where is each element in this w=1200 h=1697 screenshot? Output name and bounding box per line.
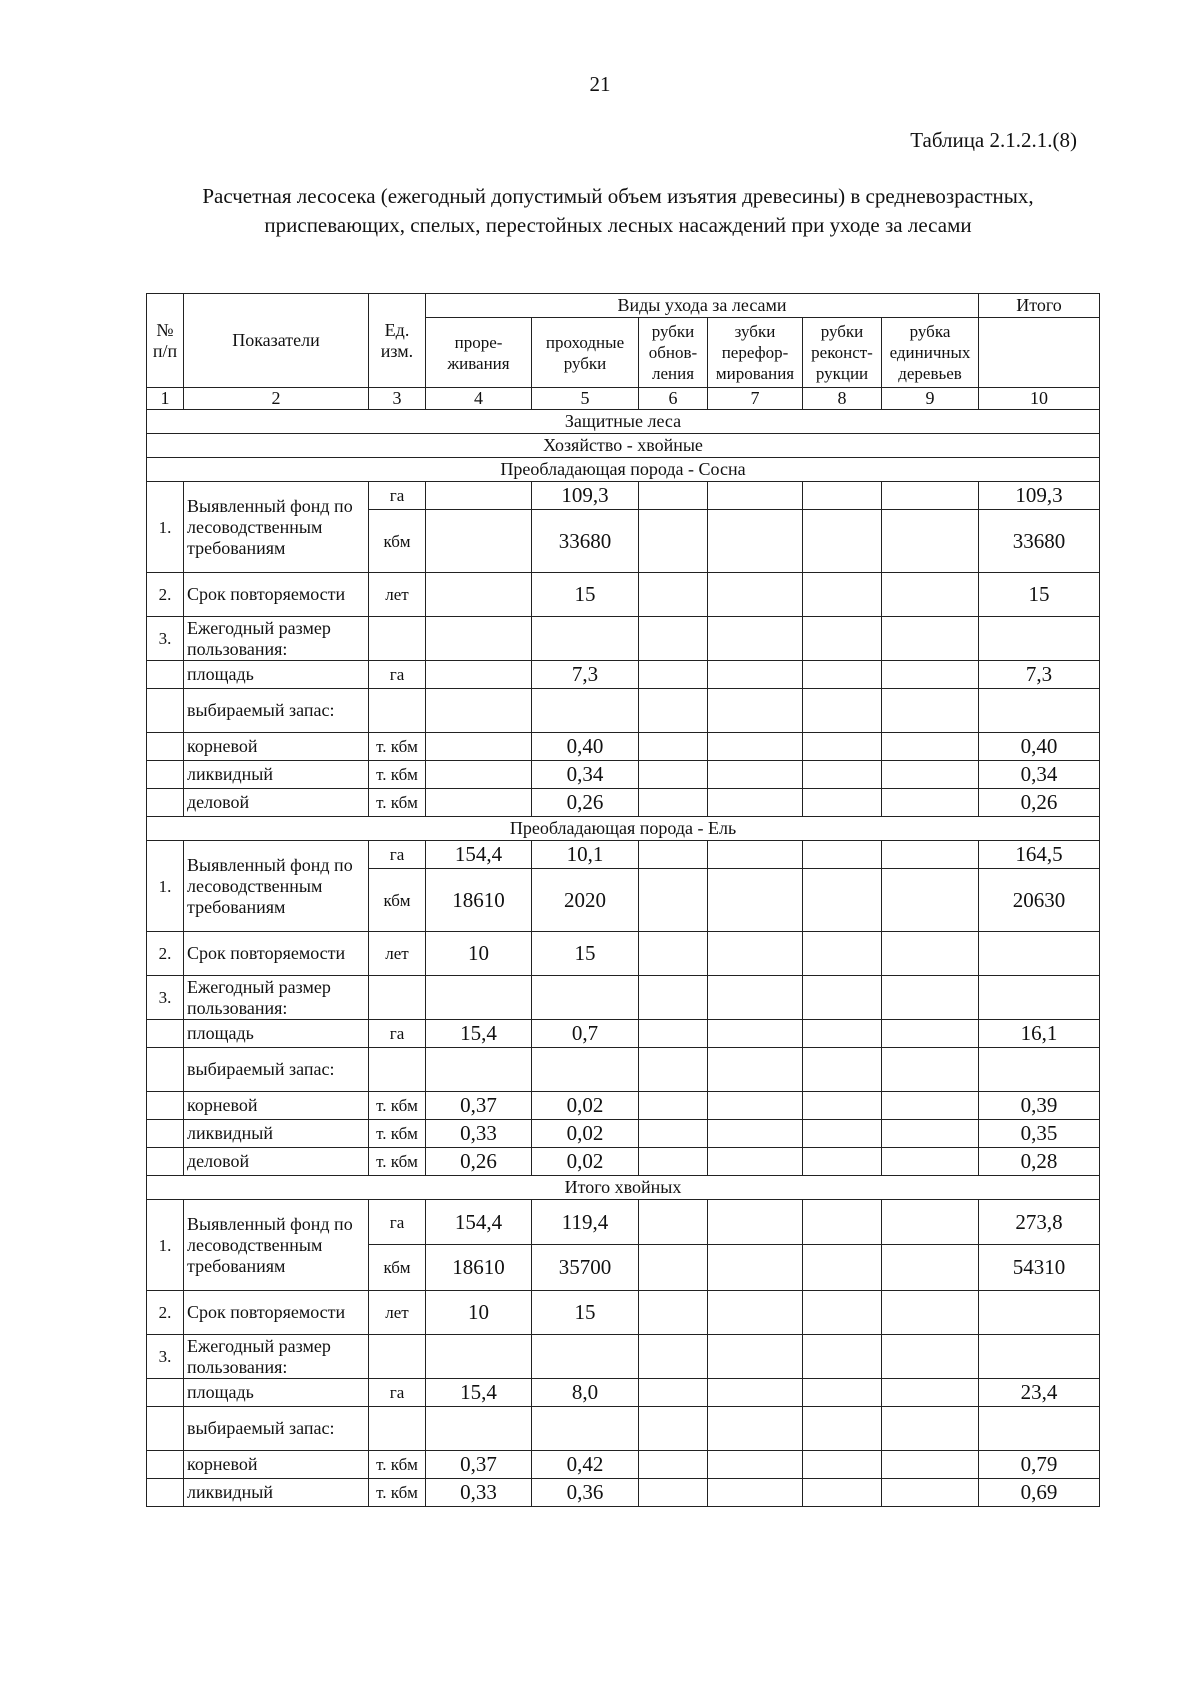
row-index: 3. xyxy=(147,976,184,1020)
table-row xyxy=(147,932,1100,976)
row-label-liquid: ликвидный xyxy=(184,1479,369,1507)
value-cell: 0,42 xyxy=(532,1451,639,1479)
header-total-blank xyxy=(979,318,1100,388)
table-title: Расчетная лесосека (ежегодный допустимый объем изъятия древесины) в средневозрастных, приспевающих, спелых, перестойных лесных насаждений при уходе за лесами xyxy=(202,184,1034,237)
row-index: 1. xyxy=(147,841,184,932)
row-label-fund: Выявленный фонд по лесоводственным требованиям xyxy=(184,841,369,932)
unit-cell: т. кбм xyxy=(369,1120,426,1148)
header-total: Итого xyxy=(979,294,1100,318)
header-col6 xyxy=(639,318,708,388)
value-cell: 10 xyxy=(426,1291,532,1335)
unit-cell: кбм xyxy=(369,510,426,573)
header-care-types: Виды ухода за лесами xyxy=(426,294,979,318)
total-cell: 109,3 xyxy=(979,482,1100,510)
column-number-row xyxy=(147,388,1100,410)
unit-cell: т. кбм xyxy=(369,1092,426,1120)
row-label-annual: Ежегодный размер пользования: xyxy=(184,976,369,1020)
unit-cell: кбм xyxy=(369,1245,426,1291)
total-cell: 20630 xyxy=(979,869,1100,932)
header-col6-line2: обнов- xyxy=(648,343,698,362)
total-cell: 33680 xyxy=(979,510,1100,573)
unit-cell: га xyxy=(369,1379,426,1407)
header-col5-line2: рубки xyxy=(563,353,607,373)
row-label-liquid: ликвидный xyxy=(184,761,369,789)
table-row xyxy=(147,689,1100,733)
value-cell: 119,4 xyxy=(532,1200,639,1245)
row-label-stock: выбираемый запас: xyxy=(184,1407,369,1451)
row-label-annual: Ежегодный размер пользования: xyxy=(184,617,369,661)
table-row xyxy=(147,1451,1100,1479)
total-cell: 0,26 xyxy=(979,789,1100,817)
row-index: 2. xyxy=(147,1291,184,1335)
table-row xyxy=(147,761,1100,789)
row-label-fund: Выявленный фонд по лесоводственным требованиям xyxy=(184,482,369,573)
table-row xyxy=(147,1120,1100,1148)
table-row xyxy=(147,573,1100,617)
row-label-stock: выбираемый запас: xyxy=(184,1048,369,1092)
unit-cell: кбм xyxy=(369,869,426,932)
table-row xyxy=(147,1020,1100,1048)
unit-cell: га xyxy=(369,841,426,869)
section-row xyxy=(147,410,1100,434)
section-row xyxy=(147,1176,1100,1200)
row-label-root: корневой xyxy=(184,733,369,761)
header-unit: Ед. изм. xyxy=(369,294,426,388)
table-row xyxy=(147,661,1100,689)
unit-cell: лет xyxy=(369,1291,426,1335)
unit-cell: т. кбм xyxy=(369,789,426,817)
value-cell: 15 xyxy=(532,573,639,617)
header-col9-line2: единичных xyxy=(889,343,971,362)
unit-cell: га xyxy=(369,1020,426,1048)
section-farm: Хозяйство - хвойные xyxy=(147,434,1100,458)
header-col6-line1: рубки xyxy=(651,322,695,341)
total-cell: 23,4 xyxy=(979,1379,1100,1407)
header-row-1 xyxy=(147,294,1100,318)
value-cell: 0,40 xyxy=(532,733,639,761)
header-col4-line1: проре- xyxy=(454,332,503,352)
row-index: 1. xyxy=(147,1200,184,1291)
unit-cell: т. кбм xyxy=(369,761,426,789)
table-row xyxy=(147,1148,1100,1176)
unit-cell: га xyxy=(369,1200,426,1245)
total-cell: 16,1 xyxy=(979,1020,1100,1048)
value-cell: 0,36 xyxy=(532,1479,639,1507)
header-col4 xyxy=(426,318,532,388)
header-col9-line3: деревьев xyxy=(898,364,962,383)
colnum-7: 7 xyxy=(708,388,803,410)
value-cell: 10,1 xyxy=(532,841,639,869)
colnum-1: 1 xyxy=(147,388,184,410)
colnum-5: 5 xyxy=(532,388,639,410)
total-cell: 0,28 xyxy=(979,1148,1100,1176)
row-label-area: площадь xyxy=(184,1379,369,1407)
header-col5 xyxy=(532,318,639,388)
header-no: № п/п xyxy=(147,294,184,388)
value-cell: 0,02 xyxy=(532,1092,639,1120)
row-index: 2. xyxy=(147,573,184,617)
row-label-period: Срок повторяемости xyxy=(184,1291,369,1335)
header-col7 xyxy=(708,318,803,388)
header-col8-line1: рубки xyxy=(820,322,864,341)
value-cell: 0,7 xyxy=(532,1020,639,1048)
table-row xyxy=(147,482,1100,510)
value-cell: 33680 xyxy=(532,510,639,573)
table-row xyxy=(147,789,1100,817)
table-row xyxy=(147,841,1100,869)
total-cell: 54310 xyxy=(979,1245,1100,1291)
value-cell: 8,0 xyxy=(532,1379,639,1407)
row-index: 1. xyxy=(147,482,184,573)
colnum-6: 6 xyxy=(639,388,708,410)
table-row xyxy=(147,1291,1100,1335)
row-label-period: Срок повторяемости xyxy=(184,573,369,617)
total-cell: 0,39 xyxy=(979,1092,1100,1120)
forest-care-table xyxy=(146,293,1100,1507)
row-label-fund: Выявленный фонд по лесоводственным требованиям xyxy=(184,1200,369,1291)
value-cell: 0,26 xyxy=(532,789,639,817)
value-cell: 0,33 xyxy=(426,1479,532,1507)
table-number: Таблица 2.1.2.1.(8) xyxy=(910,128,1077,152)
value-cell: 18610 xyxy=(426,869,532,932)
table-row xyxy=(147,1335,1100,1379)
total-cell: 0,34 xyxy=(979,761,1100,789)
value-cell: 15 xyxy=(532,1291,639,1335)
table-row xyxy=(147,1048,1100,1092)
unit-cell: т. кбм xyxy=(369,733,426,761)
unit-cell: т. кбм xyxy=(369,1451,426,1479)
colnum-9: 9 xyxy=(882,388,979,410)
table-row xyxy=(147,733,1100,761)
value-cell: 2020 xyxy=(532,869,639,932)
row-label-annual: Ежегодный размер пользования: xyxy=(184,1335,369,1379)
total-cell: 7,3 xyxy=(979,661,1100,689)
section-pine: Преобладающая порода - Сосна xyxy=(147,458,1100,482)
header-col9 xyxy=(882,318,979,388)
row-label-stock: выбираемый запас: xyxy=(184,689,369,733)
section-forest: Защитные леса xyxy=(147,410,1100,434)
row-label-root: корневой xyxy=(184,1092,369,1120)
value-cell: 109,3 xyxy=(532,482,639,510)
total-cell: 164,5 xyxy=(979,841,1100,869)
header-col7-line3: мирования xyxy=(715,364,795,383)
header-col8-line2: реконст- xyxy=(811,343,873,362)
table-row xyxy=(147,1479,1100,1507)
section-row xyxy=(147,458,1100,482)
total-cell: 15 xyxy=(979,573,1100,617)
row-label-area: площадь xyxy=(184,1020,369,1048)
section-row xyxy=(147,434,1100,458)
colnum-10: 10 xyxy=(979,388,1100,410)
value-cell: 35700 xyxy=(532,1245,639,1291)
header-col8 xyxy=(803,318,882,388)
header-col6-line3: ления xyxy=(651,364,695,383)
unit-cell: т. кбм xyxy=(369,1148,426,1176)
unit-cell: га xyxy=(369,661,426,689)
section-total: Итого хвойных xyxy=(147,1176,1100,1200)
colnum-2: 2 xyxy=(184,388,369,410)
unit-cell: лет xyxy=(369,573,426,617)
total-cell: 273,8 xyxy=(979,1200,1100,1245)
value-cell: 7,3 xyxy=(532,661,639,689)
table-row xyxy=(147,617,1100,661)
row-label-root: корневой xyxy=(184,1451,369,1479)
unit-cell: т. кбм xyxy=(369,1479,426,1507)
value-cell: 0,02 xyxy=(532,1148,639,1176)
page-number: 21 xyxy=(589,72,611,96)
header-col5-line1: проходные xyxy=(545,332,625,352)
header-col7-line1: зубки xyxy=(734,322,776,341)
value-cell: 0,26 xyxy=(426,1148,532,1176)
value-cell: 154,4 xyxy=(426,1200,532,1245)
header-indicators: Показатели xyxy=(184,294,369,388)
unit-cell: лет xyxy=(369,932,426,976)
row-index: 3. xyxy=(147,617,184,661)
value-cell: 15,4 xyxy=(426,1020,532,1048)
value-cell: 0,34 xyxy=(532,761,639,789)
value-cell: 15 xyxy=(532,932,639,976)
colnum-8: 8 xyxy=(803,388,882,410)
unit-cell: га xyxy=(369,482,426,510)
row-label-area: площадь xyxy=(184,661,369,689)
total-cell: 0,79 xyxy=(979,1451,1100,1479)
total-cell: 0,69 xyxy=(979,1479,1100,1507)
value-cell: 0,37 xyxy=(426,1451,532,1479)
row-label-period: Срок повторяемости xyxy=(184,932,369,976)
table-row xyxy=(147,1200,1100,1245)
value-cell: 0,33 xyxy=(426,1120,532,1148)
value-cell: 10 xyxy=(426,932,532,976)
row-label-business: деловой xyxy=(184,1148,369,1176)
value-cell: 0,37 xyxy=(426,1092,532,1120)
row-label-liquid: ликвидный xyxy=(184,1120,369,1148)
header-col9-line1: рубка xyxy=(909,322,951,341)
table-row xyxy=(147,1379,1100,1407)
total-cell: 0,40 xyxy=(979,733,1100,761)
value-cell: 18610 xyxy=(426,1245,532,1291)
colnum-4: 4 xyxy=(426,388,532,410)
header-col8-line3: рукции xyxy=(815,364,869,383)
row-label-business: деловой xyxy=(184,789,369,817)
value-cell: 0,02 xyxy=(532,1120,639,1148)
section-spruce: Преобладающая порода - Ель xyxy=(147,817,1100,841)
value-cell: 154,4 xyxy=(426,841,532,869)
value-cell: 15,4 xyxy=(426,1379,532,1407)
colnum-3: 3 xyxy=(369,388,426,410)
table-row xyxy=(147,1407,1100,1451)
header-col4-line2: живания xyxy=(447,353,510,373)
table-row xyxy=(147,1092,1100,1120)
section-row xyxy=(147,817,1100,841)
header-col7-line2: перефор- xyxy=(721,343,789,362)
row-index: 2. xyxy=(147,932,184,976)
table-row xyxy=(147,976,1100,1020)
total-cell: 0,35 xyxy=(979,1120,1100,1148)
row-index: 3. xyxy=(147,1335,184,1379)
